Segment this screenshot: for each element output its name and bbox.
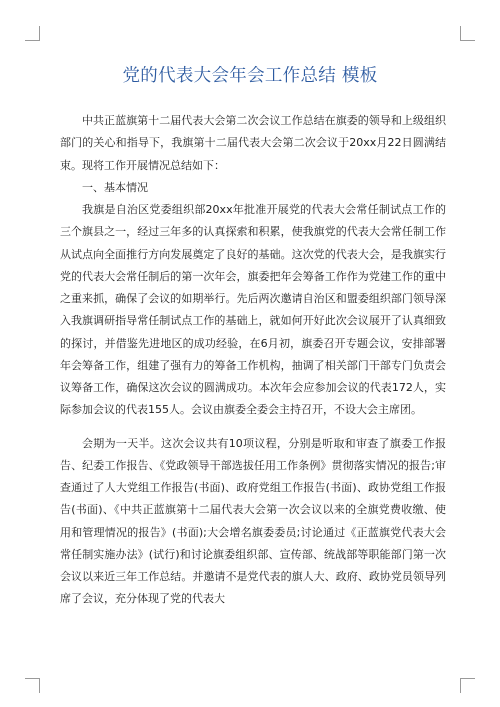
crop-mark-top-left [25,26,40,41]
section-heading-basic: 一、基本情况 [82,180,148,194]
paragraph-intro: 中共正蓝旗第十二届代表大会第二次会议工作总结在旗委的领导和上级组织部门的关心和指导下，我旗第十二届代表大会第二次会议于20xx月22日圆满结束。现将工作开展情况总结如下： [60,114,446,172]
document-body [60,110,446,611]
document-title: 党的代表大会年会工作总结 模板 [122,66,378,86]
paragraph-session-agenda: 会期为一天半。这次会议共有10项议程，分别是听取和审查了旗委工作报告、纪委工作报告、《党政领导干部选拔任用工作条例》贯彻落实情况的报告;审查通过了人大党组工作报告(书面)、政府党组工作报告(书面)、政协党组工作报告(书面)、《中共正蓝旗第十二届代表大会第一次会议以来的全旗党费收缴、使用和管理情况的报告》(书面);大会增名旗委委员;讨论通过《正蓝旗党代表大会常任制实施办法》(试行)和讨论旗委组织部、宣传部、统战部等职能部门第一次会议以来近三年工作总结。并邀请不是党代表的旗人大、政府、政协党员领导列席了会议，充分体现了党的代表大 [60,436,446,606]
crop-mark-bottom-right [460,678,475,693]
crop-mark-bottom-left [25,678,40,693]
paragraph-basic-situation: 我旗是自治区党委组织部20xx年批准开展党的代表大会常任制试点工作的三个旗县之一，经过三年多的认真探索和积累，使我旗党的代表大会常任制工作从试点向全面推行方向发展奠定了良好的基础。这次党的代表大会，是我旗实行党的代表大会常任制后的第一次年会，旗委把年会筹备工作作为党建工作的重中之重来抓，确保了会议的如期举行。先后两次邀请自治区和盟委组织部门领导深入我旗调研指导常任制试点工作的基础上，就如何开好此次会议展开了认真细致的探讨，并借鉴先进地区的成功经验，在6月初，旗委召开专题会议，安排部署年会筹备工作，组建了强有力的筹备工作机构，抽调了相关部门干部专门负责会议筹备工作，确保这次会议的圆满成功。本次年会应参加会议的代表172人，实际参加会议的代表155人。会议由旗委全委会主持召开，不设大会主席团。 [60,203,446,417]
crop-mark-top-right [460,26,475,41]
